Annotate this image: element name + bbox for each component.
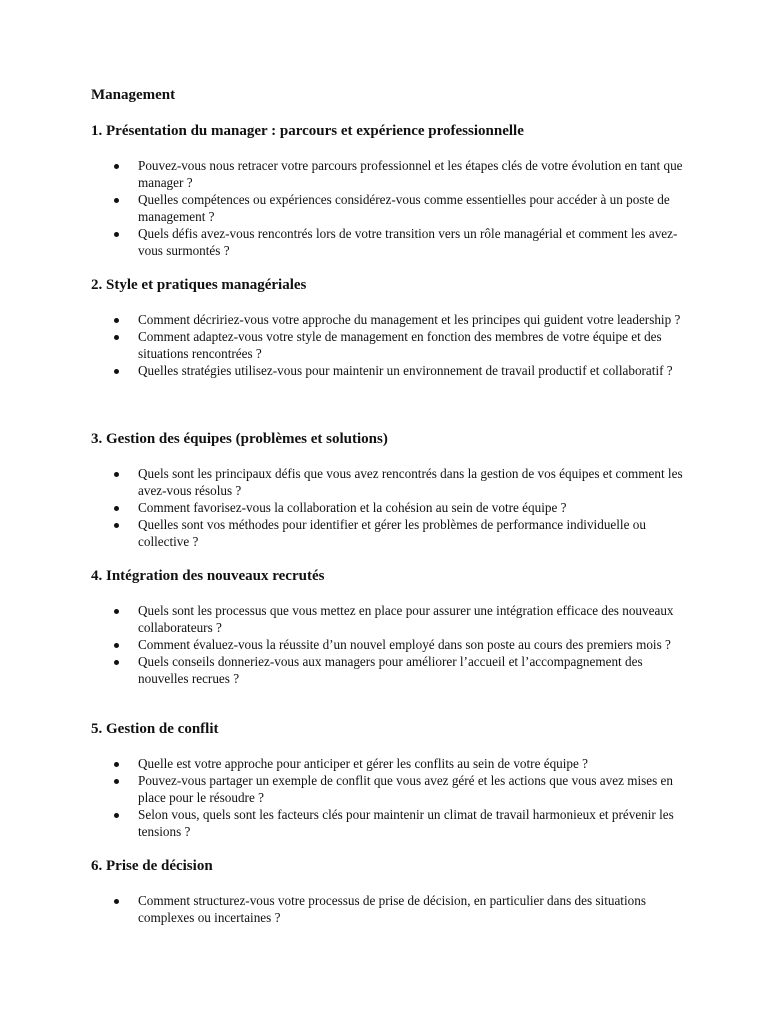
- question-list: [91, 755, 691, 840]
- bullet-icon: [114, 472, 119, 477]
- question-item: [91, 311, 683, 328]
- bullet-icon: [114, 762, 119, 767]
- question-item: [91, 328, 683, 362]
- question-item: [91, 806, 683, 840]
- question-item: [91, 636, 683, 653]
- bullet-icon: [114, 506, 119, 511]
- bullet-icon: [114, 335, 119, 340]
- section-presentation-manager: [91, 122, 691, 259]
- question-text: Quels défis avez-vous rencontrés lors de votre transition vers un rôle managérial et comment les avez-vous surmontés ?: [138, 226, 678, 258]
- section-heading: 3. Gestion des équipes (problèmes et solutions): [91, 431, 388, 447]
- question-text: Comment décririez-vous votre approche du management et les principes qui guident votre leadership ?: [138, 312, 681, 327]
- bullet-icon: [114, 779, 119, 784]
- question-text: Quelles compétences ou expériences considérez-vous comme essentielles pour accéder à un poste de management ?: [138, 192, 670, 224]
- section-heading: 1. Présentation du manager : parcours et expérience professionnelle: [91, 123, 524, 139]
- section-style-pratiques: [91, 276, 691, 379]
- question-item: [91, 157, 683, 191]
- section-integration-recrutes: [91, 567, 691, 687]
- question-item: [91, 465, 683, 499]
- question-item: [91, 755, 683, 772]
- bullet-icon: [114, 164, 119, 169]
- question-text: Quels sont les processus que vous mettez en place pour assurer une intégration efficace des nouveaux collaborateurs ?: [138, 603, 674, 635]
- bullet-icon: [114, 813, 119, 818]
- question-text: Pouvez-vous partager un exemple de conflit que vous avez géré et les actions que vous avez mises en place pour le résoudre ?: [138, 773, 674, 805]
- question-text: Quelles sont vos méthodes pour identifier et gérer les problèmes de performance individuelle ou collective ?: [138, 517, 646, 549]
- question-list: [91, 892, 691, 926]
- question-item: [91, 772, 683, 806]
- question-item: [91, 499, 683, 516]
- section-gestion-conflit: [91, 720, 691, 840]
- bullet-icon: [114, 643, 119, 648]
- question-item: [91, 191, 683, 225]
- question-text: Quelle est votre approche pour anticiper et gérer les conflits au sein de votre équipe ?: [138, 756, 589, 771]
- question-text: Comment adaptez-vous votre style de management en fonction des membres de votre équipe et des situations rencontrées ?: [138, 329, 662, 361]
- question-item: [91, 602, 683, 636]
- question-item: [91, 653, 683, 687]
- bullet-icon: [114, 660, 119, 665]
- bullet-icon: [114, 198, 119, 203]
- bullet-icon: [114, 369, 119, 374]
- question-item: [91, 892, 683, 926]
- bullet-icon: [114, 318, 119, 323]
- section-heading: 4. Intégration des nouveaux recrutés: [91, 568, 325, 584]
- bullet-icon: [114, 899, 119, 904]
- question-item: [91, 362, 683, 379]
- question-text: Selon vous, quels sont les facteurs clés pour maintenir un climat de travail harmonieux et prévenir les tensions ?: [138, 807, 674, 839]
- section-heading: 5. Gestion de conflit: [91, 721, 219, 737]
- question-text: Quelles stratégies utilisez-vous pour maintenir un environnement de travail productif et collaboratif ?: [138, 363, 673, 378]
- section-heading: 6. Prise de décision: [91, 858, 213, 874]
- question-list: [91, 311, 691, 379]
- question-text: Pouvez-vous nous retracer votre parcours professionnel et les étapes clés de votre évolution en tant que manager ?: [138, 158, 683, 190]
- question-item: [91, 516, 683, 550]
- question-list: [91, 602, 691, 687]
- question-text: Quels sont les principaux défis que vous avez rencontrés dans la gestion de vos équipes et comment les avez-vous résolus ?: [138, 466, 683, 498]
- question-text: Comment évaluez-vous la réussite d’un nouvel employé dans son poste au cours des premiers mois ?: [138, 637, 671, 652]
- question-item: [91, 225, 683, 259]
- section-prise-decision: [91, 857, 691, 926]
- bullet-icon: [114, 609, 119, 614]
- question-list: [91, 157, 691, 259]
- document-title: Management: [91, 87, 176, 103]
- question-list: [91, 465, 691, 550]
- bullet-icon: [114, 232, 119, 237]
- question-text: Comment structurez-vous votre processus de prise de décision, en particulier dans des situations complexes ou incertaines ?: [138, 893, 646, 925]
- bullet-icon: [114, 523, 119, 528]
- question-text: Quels conseils donneriez-vous aux managers pour améliorer l’accueil et l’accompagnement des nouvelles recrues ?: [138, 654, 643, 686]
- question-text: Comment favorisez-vous la collaboration et la cohésion au sein de votre équipe ?: [138, 500, 567, 515]
- section-gestion-equipes: [91, 430, 691, 550]
- section-heading: 2. Style et pratiques managériales: [91, 277, 307, 293]
